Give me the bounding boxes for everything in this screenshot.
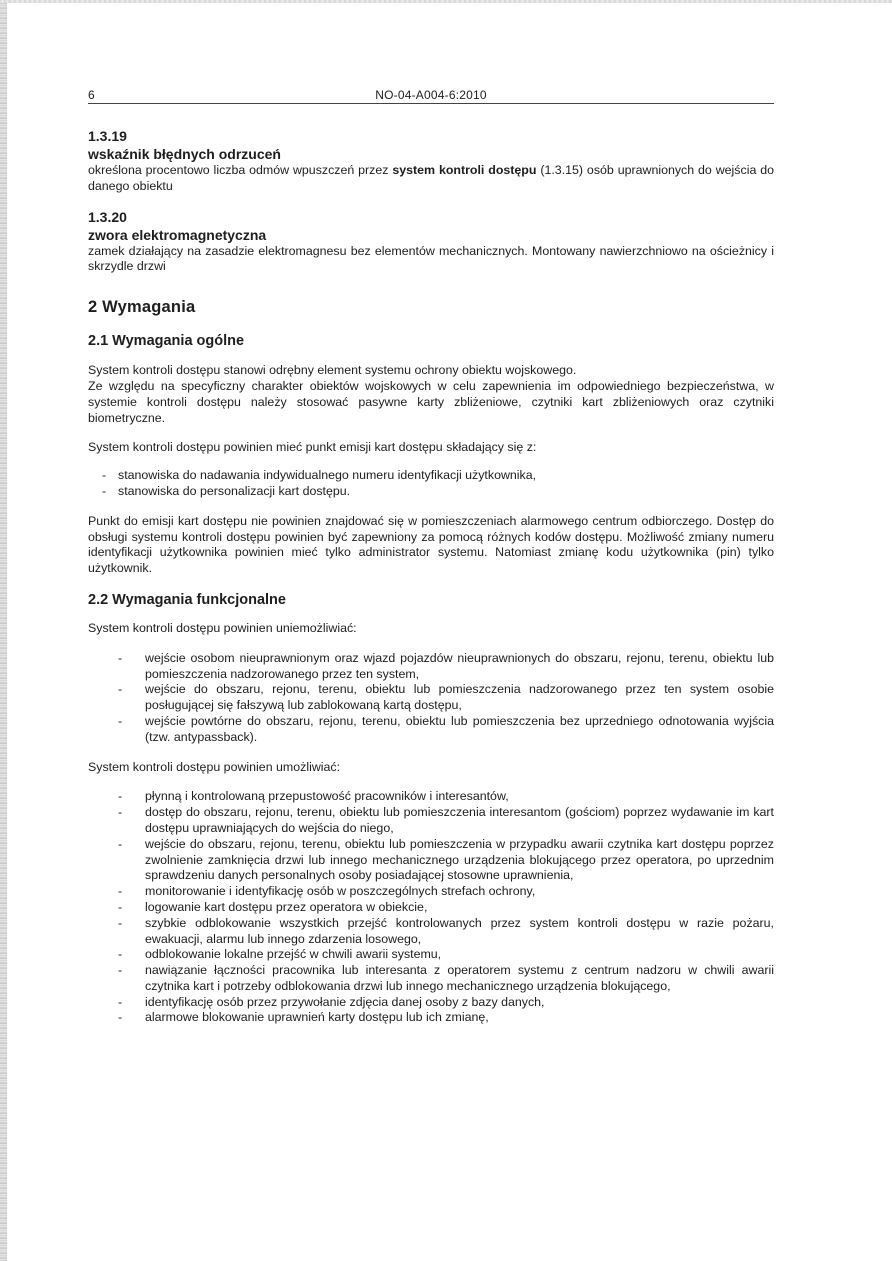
list-item: - stanowiska do nadawania indywidualnego numeru identyfikacji użytkownika,	[88, 468, 774, 484]
definition-term: zwora elektromagnetyczna	[88, 226, 267, 243]
list-item: - wejście do obszaru, rejonu, terenu, obiektu lub pomieszczenia nadzorowanego przez ten system osobie posługującej się fałszywą lub zablokowaną kartą dostępu,	[88, 682, 774, 714]
list-item: - identyfikację osób przez przywołanie zdjęcia danej osoby z bazy danych,	[88, 995, 774, 1011]
paragraph: System kontroli dostępu powinien mieć punkt emisji kart dostępu składający się z:	[88, 440, 537, 455]
definition-text: zamek działający na zasadzie elektromagnesu bez elementów mechanicznych. Montowany nawierzchniowo na ościeżnicy i skrzydle drzwi	[88, 243, 774, 274]
list-item: - dostęp do obszaru, rejonu, terenu, obiektu lub pomieszczenia interesantom (gościom) poprzez wydawanie im kart dostępu uprawniających do wejścia do niego,	[88, 805, 774, 837]
list-item: - wejście powtórne do obszaru, rejonu, terenu, obiektu lub pomieszczenia bez uprzedniego odnotowania wyjścia (tzw. antypassback).	[88, 714, 774, 746]
definition-term: wskaźnik błędnych odrzuceń	[88, 146, 281, 162]
list-item: - monitorowanie i identyfikację osób w poszczególnych strefach ochrony,	[88, 884, 774, 900]
document-page	[88, 86, 774, 1026]
definition-1-3-19	[88, 128, 774, 195]
paragraph: System kontroli dostępu powinien umożliwiać:	[88, 759, 341, 774]
dash-list	[88, 651, 774, 746]
document-id: NO-04-A004-6:2010	[375, 88, 487, 102]
list-item: - płynną i kontrolowaną przepustowość pracowników i interesantów,	[88, 789, 774, 805]
list-item: - wejście do obszaru, rejonu, terenu, obiektu lub pomieszczenia w przypadku awarii czytnika kart dostępu poprzez zwolnienie zamknięcia drzwi lub innego mechanicznego urządzenia blokującego przez operatora, po uprzednim sprawdzeniu danych personalnych osoby posiadającej stosowne uprawnienia,	[88, 837, 774, 884]
dash-list	[88, 789, 774, 1026]
list-item: - szybkie odblokowanie wszystkich przejść kontrolowanych przez system kontroli dostępu w razie pożaru, ewakuacji, alarmu lub innego zdarzenia losowego,	[88, 916, 774, 948]
list-item: - nawiązanie łączności pracownika lub interesanta z operatorem systemu z centrum nadzoru w chwili awarii czytnika kart i potrzeby odblokowania drzwi lub innego mechanicznego urządzenia blokującego,	[88, 963, 774, 995]
page-header	[88, 86, 774, 104]
definition-text	[88, 163, 774, 195]
definition-number: 1.3.20	[88, 208, 127, 225]
list-item: - logowanie kart dostępu przez operatora w obiekcie,	[88, 900, 774, 916]
list-item: - odblokowanie lokalne przejść w chwili awarii systemu,	[88, 947, 774, 963]
dash-list	[88, 468, 774, 500]
section-2-1-heading: 2.1 Wymagania ogólne	[88, 333, 245, 350]
section-2-heading: 2 Wymagania	[88, 298, 196, 317]
paragraph: System kontroli dostępu powinien uniemożliwiać:	[88, 620, 357, 635]
list-item: - alarmowe blokowanie uprawnień karty dostępu lub ich zmianę,	[88, 1010, 774, 1026]
list-item: - wejście osobom nieuprawnionym oraz wjazd pojazdów nieuprawnionych do obszaru, rejonu, terenu, obiektu lub pomieszczenia nadzorowanego przez ten system,	[88, 651, 774, 683]
list-item: - stanowiska do personalizacji kart dostępu.	[88, 484, 774, 500]
scan-top-artifact	[0, 0, 892, 3]
scan-edge-artifact	[0, 0, 7, 1261]
definition-text-part: określona procentowo liczba odmów wpuszczeń przez	[88, 163, 393, 177]
term-reference: system kontroli dostępu	[392, 163, 537, 177]
paragraph: System kontroli dostępu stanowi odrębny element systemu ochrony obiektu wojskowego.	[88, 363, 577, 378]
definition-number: 1.3.19	[88, 128, 127, 144]
paragraph: Ze względu na specyficzny charakter obiektów wojskowych w celu zapewnienia im odpowiedniego bezpieczeństwa, w systemie kontroli dostępu należy stosować pasywne karty zbliżeniowe, czytniki kart zbliżeniowych oraz czytniki biometryczne.	[88, 378, 774, 425]
definition-1-3-20	[88, 209, 774, 276]
definition-text-part: (1.3.15) osób uprawnionych do wejścia do danego obiektu	[88, 163, 775, 193]
page-number: 6	[88, 88, 95, 102]
paragraph: Punkt do emisji kart dostępu nie powinien znajdować się w pomieszczeniach alarmowego centrum odbiorczego. Dostęp do obsługi systemu kontroli dostępu powinien być zapewniony za pomocą różnych kodów dostępu. Możliwość zmiany numeru identyfikacji użytkownika powinien mieć tylko administrator systemu. Natomiast zmianę kodu użytkownika (pin) tylko użytkownik.	[88, 513, 774, 576]
section-2-2-heading: 2.2 Wymagania funkcjonalne	[88, 591, 286, 608]
